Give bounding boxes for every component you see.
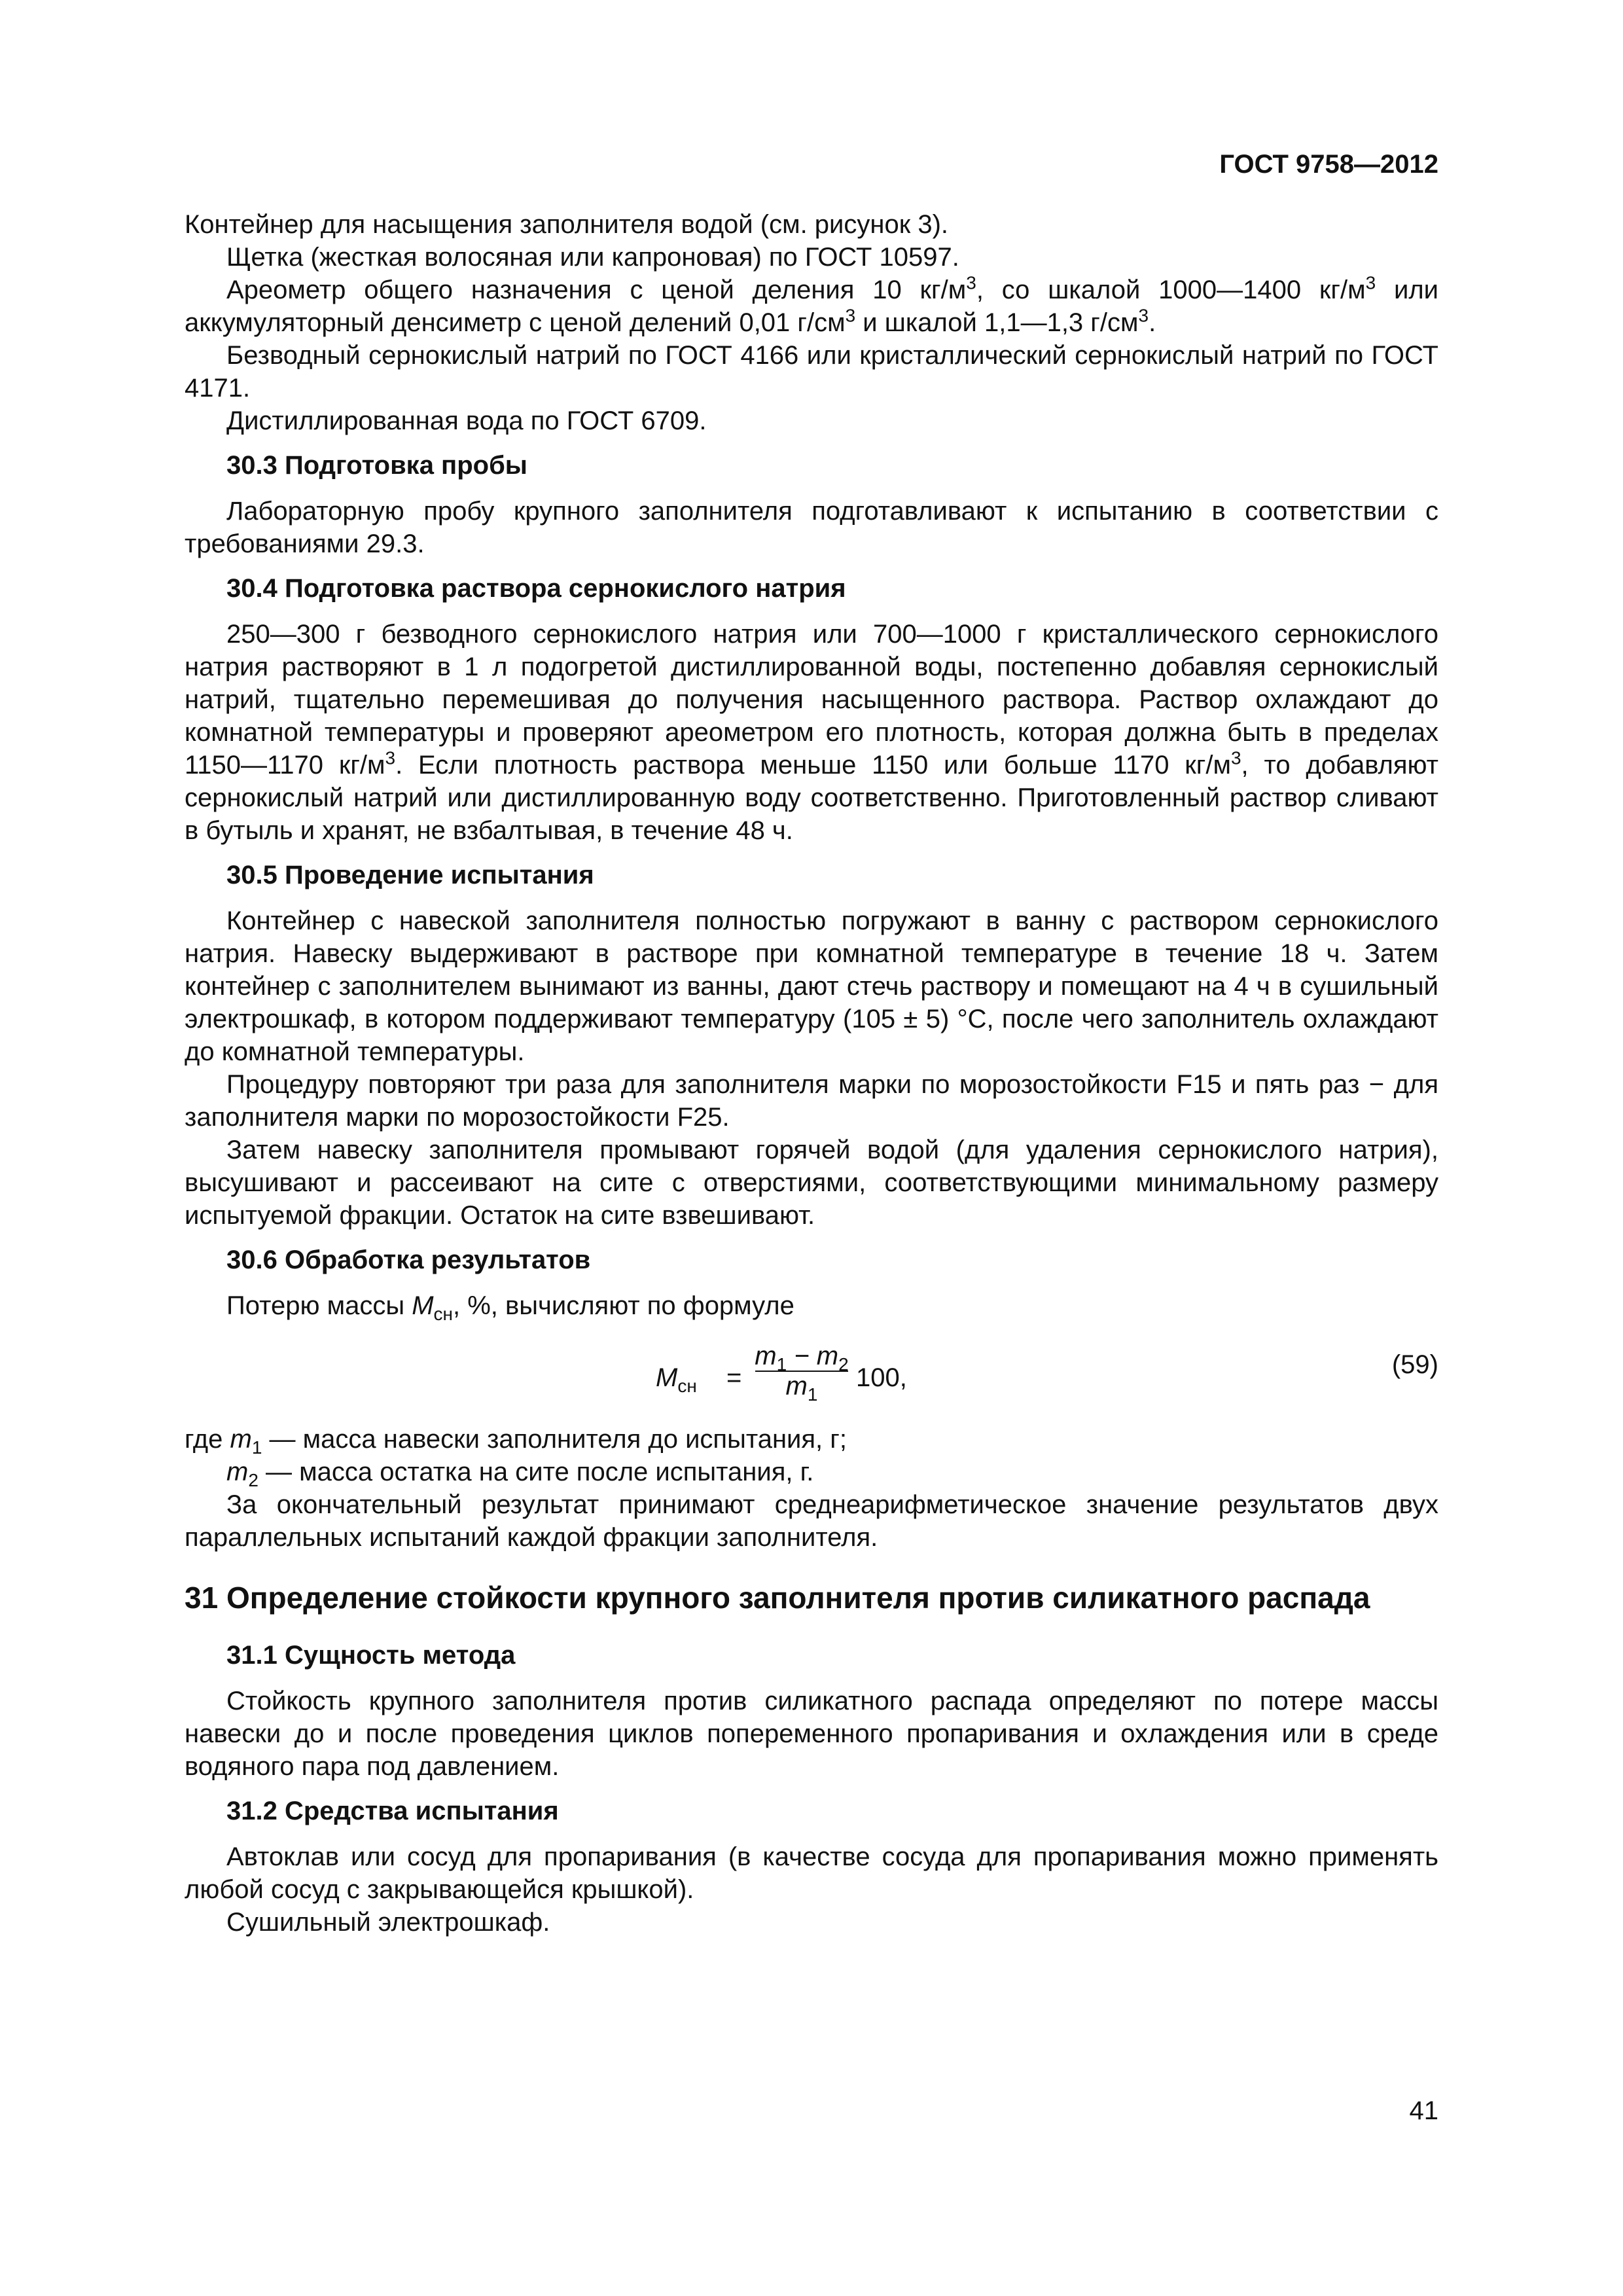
paragraph: Процедуру повторяют три раза для заполнителя марки по морозостойкости F15 и пять раз − для заполнителя марки по морозостойкости F25. xyxy=(185,1070,1438,1132)
list-item xyxy=(185,208,1438,241)
legend-row-m1: где $m_1$ — масса навески заполнителя до испытания, г; xyxy=(185,1425,847,1458)
paragraph: Затем навеску заполнителя промывают горячей водой (для удаления сернокислого натрия), высушивают и рассеивают на сите с отверстиями, соответствующими минимальному размеру испытуемой фракции. Остаток на сите взвешивают. xyxy=(185,1136,1438,1230)
section-heading: 31.2 Средства испытания xyxy=(226,1797,559,1825)
equipment-sodium-sulfate: Безводный сернокислый натрий по ГОСТ 4166 или кристаллический сернокислый натрий по ГОСТ 4171. xyxy=(185,341,1438,403)
formula-lhs: $M_{сн}$ xyxy=(656,1363,697,1396)
paragraph: Лабораторную пробу крупного заполнителя подготавливают к испытанию в соответствии с требованиями 29.3. xyxy=(185,497,1438,558)
formula-denominator: $m_1$ xyxy=(785,1372,818,1405)
paragraph: За окончательный результат принимают среднеарифметическое значение результатов двух параллельных испытаний каждой фракции заполнителя. xyxy=(185,1490,1438,1552)
paragraph: Потерю массы $M_{сн}$, %, вычисляют по формуле xyxy=(226,1291,794,1324)
document-header: ГОСТ 9758—2012 xyxy=(1219,150,1438,179)
section-heading: 30.3 Подготовка пробы xyxy=(226,451,527,480)
formula-number: (59) xyxy=(1391,1350,1438,1379)
paragraph: Контейнер с навеской заполнителя полностью погружают в ванну с раствором сернокислого натрия. Навеску выдерживают в растворе при комнатной температуре в течение 18 ч. Затем контейнер с заполнителем вынимают из ванны, дают стечь раствору и помещают на 4 ч в сушильный электрошкаф, в котором поддерживают температуру (105 ± 5) °С, после чего заполнитель охлаждают до комнатной температуры. xyxy=(185,906,1438,1066)
paragraph: Автоклав или сосуд для пропаривания (в качестве сосуда для пропаривания можно применять любой сосуд с закрывающейся крышкой). xyxy=(185,1842,1438,1904)
formula-equals: = xyxy=(726,1363,742,1392)
document-body xyxy=(185,208,1438,1939)
chapter-heading: 31 Определение стойкости крупного заполнителя против силикатного распада xyxy=(185,1581,1370,1615)
paragraph: 250—300 г безводного сернокислого натрия или 700—1000 г кристаллического сернокислого натрия растворяют в 1 л подогретой дистиллированной воды, постепенно добавляя сернокислый натрий, тщательно перемешивая до получения насыщенного раствора. Раствор охлаждают до комнатной температуры и проверяют ареометром его плотность, которая должна быть в пределах 1150—1170 $кг/м^3$. Если плотность раствора меньше 1150 или больше 1170 $кг/м^3$, то добавляют сернокислый натрий или дистиллированную воду соответственно. Приготовленный раствор сливают в бутыль и хранят, не взбалтывая, в течение 48 ч. xyxy=(185,620,1438,845)
equipment-brush: Щетка (жесткая волосяная или капроновая) по ГОСТ 10597. xyxy=(226,243,959,272)
formula-legend xyxy=(185,1423,1438,1488)
formula-59 xyxy=(185,1329,1438,1420)
list-item xyxy=(185,241,1438,274)
section-heading: 30.6 Обработка результатов xyxy=(226,1246,591,1274)
section-heading: 31.1 Сущность метода xyxy=(226,1641,516,1670)
paragraph: Сушильный электрошкаф. xyxy=(226,1908,550,1937)
legend-row-m2: $m_2$ — масса остатка на сите после испытания, г. xyxy=(226,1458,814,1490)
paragraph: Стойкость крупного заполнителя против силикатного распада определяют по потере массы навески до и после проведения циклов попеременного пропаривания и охлаждения или в среде водяного пара под давлением. xyxy=(185,1687,1438,1781)
equipment-areometer: Ареометр общего назначения с ценой деления 10 $кг/м^3$, со шкалой 1000—1400 $кг/м^3$ или аккумуляторный денсиметр с ценой делений 0,01 $г/см^3$ и шкалой 1,1—1,3 $г/см^3$. xyxy=(185,272,1439,337)
formula-multiplier: 100, xyxy=(856,1363,907,1392)
section-heading: 30.5 Проведение испытания xyxy=(226,861,594,889)
equipment-distilled-water: Дистиллированная вода по ГОСТ 6709. xyxy=(226,406,707,435)
section-heading: 30.4 Подготовка раствора сернокислого натрия xyxy=(226,574,846,603)
equipment-container: Контейнер для насыщения заполнителя водой (см. рисунок 3). xyxy=(185,210,949,239)
page-number: 41 xyxy=(1409,2096,1438,2125)
formula-fraction xyxy=(753,1342,851,1405)
formula-numerator: $m_1 - m_2$ xyxy=(755,1342,849,1374)
